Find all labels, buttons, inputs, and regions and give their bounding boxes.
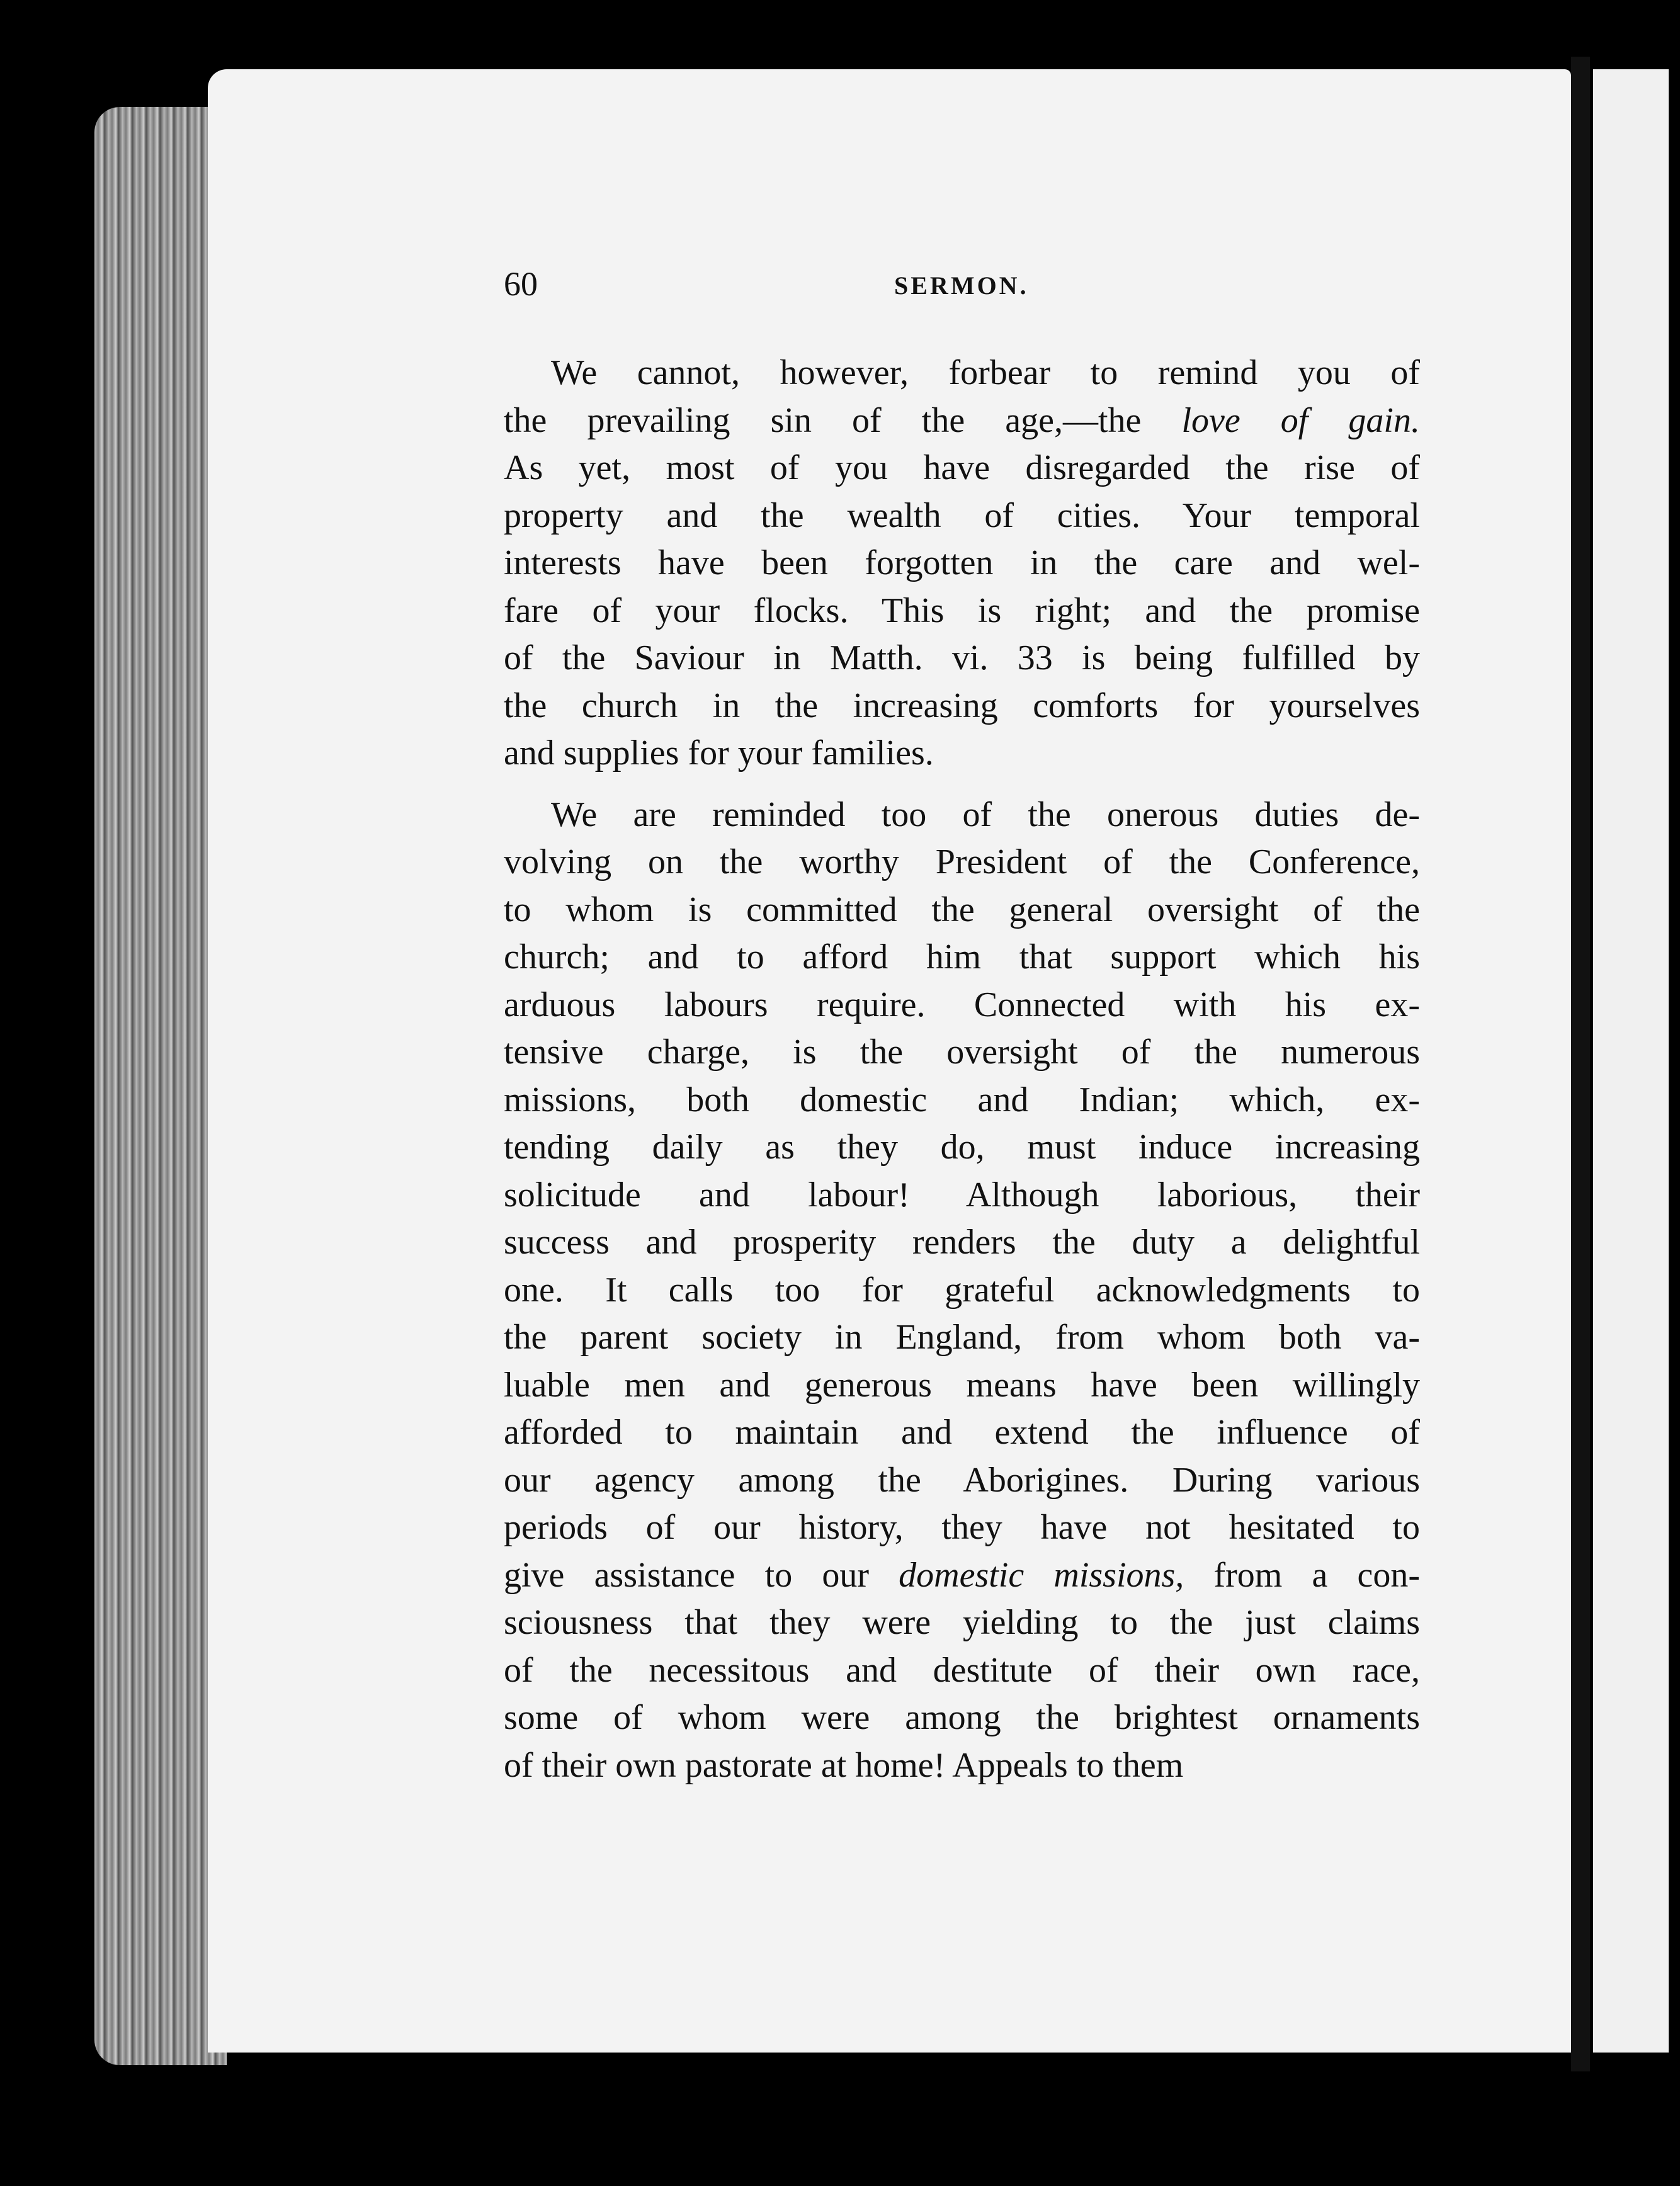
paragraph [504,791,1420,1790]
text-line [504,1552,1420,1600]
italic-text: domestic missions, [899,1555,1184,1595]
text-run: volving on the worthy President of the Conference, [504,842,1420,881]
text-line [504,1742,1420,1790]
text-line [504,730,1420,778]
text-run: of their own pastorate at home! Appeals to them [504,1745,1184,1785]
text-line [504,1267,1420,1315]
body-text [504,349,1420,1789]
text-run: missions, both domestic and Indian; which, ex- [504,1080,1420,1119]
text-run: fare of your flocks. This is right; and the promise [504,591,1420,630]
text-line [504,839,1420,886]
text-run: We are reminded too of the onerous duties de- [551,795,1420,834]
text-run: interests have been forgotten in the care and wel- [504,543,1420,582]
text-line [504,1029,1420,1077]
book-page-edges [94,107,227,2065]
text-line [504,1124,1420,1172]
text-run: and supplies for your families. [504,733,934,773]
text-line [504,934,1420,982]
text-line [504,1599,1420,1647]
text-run: of the Saviour in Matth. vi. 33 is being fulfilled by [504,638,1420,677]
text-line [504,1077,1420,1124]
text-line [504,682,1420,730]
text-line [504,1694,1420,1742]
text-line [504,445,1420,492]
text-line [504,791,1420,839]
running-head: SERMON. [894,271,1029,300]
text-run: success and prosperity renders the duty a delightful [504,1223,1420,1262]
text-line [504,349,1420,397]
text-run: the prevailing sin of the age,—the [504,400,1182,440]
text-line [504,540,1420,587]
text-run: give assistance to our [504,1555,899,1595]
text-line [504,982,1420,1029]
text-run: afforded to maintain and extend the influence of [504,1413,1420,1452]
text-run: tending daily as they do, must induce increasing [504,1128,1420,1167]
text-run: some of whom were among the brightest ornaments [504,1698,1420,1737]
text-run: We cannot, however, forbear to remind you of [551,353,1420,392]
text-run: As yet, most of you have disregarded the rise of [504,448,1420,487]
facing-page-edge [1593,69,1669,2053]
text-line [504,1457,1420,1505]
text-line [504,1219,1420,1267]
text-line [504,397,1420,445]
text-line [504,1504,1420,1552]
text-run: the parent society in England, from whom both va- [504,1318,1420,1357]
text-line [504,1409,1420,1457]
text-run: luable men and generous means have been willingly [504,1365,1420,1405]
text-run: property and the wealth of cities. Your temporal [504,496,1420,535]
text-line [504,1362,1420,1410]
paragraph-gap [504,778,1420,791]
text-run: periods of our history, they have not hesitated to [504,1508,1420,1547]
text-run: of the necessitous and destitute of their own race, [504,1650,1420,1690]
text-line [504,587,1420,635]
paragraph [504,349,1420,778]
italic-text: love of gain. [1181,400,1420,440]
text-line [504,635,1420,682]
text-run: tensive charge, is the oversight of the numerous [504,1033,1420,1072]
text-run: solicitude and labour! Although laborious, their [504,1175,1420,1215]
text-run: sciousness that they were yielding to the just claims [504,1603,1420,1642]
page-number: 60 [504,265,538,303]
text-run: our agency among the Aborigines. During various [504,1460,1420,1500]
text-run: the church in the increasing comforts for yourselves [504,686,1420,725]
text-line [504,886,1420,934]
text-line [504,1172,1420,1220]
text-line [504,1647,1420,1695]
text-run: one. It calls too for grateful acknowledgments to [504,1270,1420,1310]
book-spine-gutter [1571,57,1590,2071]
page-header [504,264,1423,315]
text-run: from a con- [1184,1555,1420,1595]
text-run: church; and to afford him that support which his [504,937,1420,977]
text-run: to whom is committed the general oversight of the [504,890,1420,929]
text-run: arduous labours require. Connected with his ex- [504,985,1420,1024]
text-line [504,492,1420,540]
text-line [504,1314,1420,1362]
